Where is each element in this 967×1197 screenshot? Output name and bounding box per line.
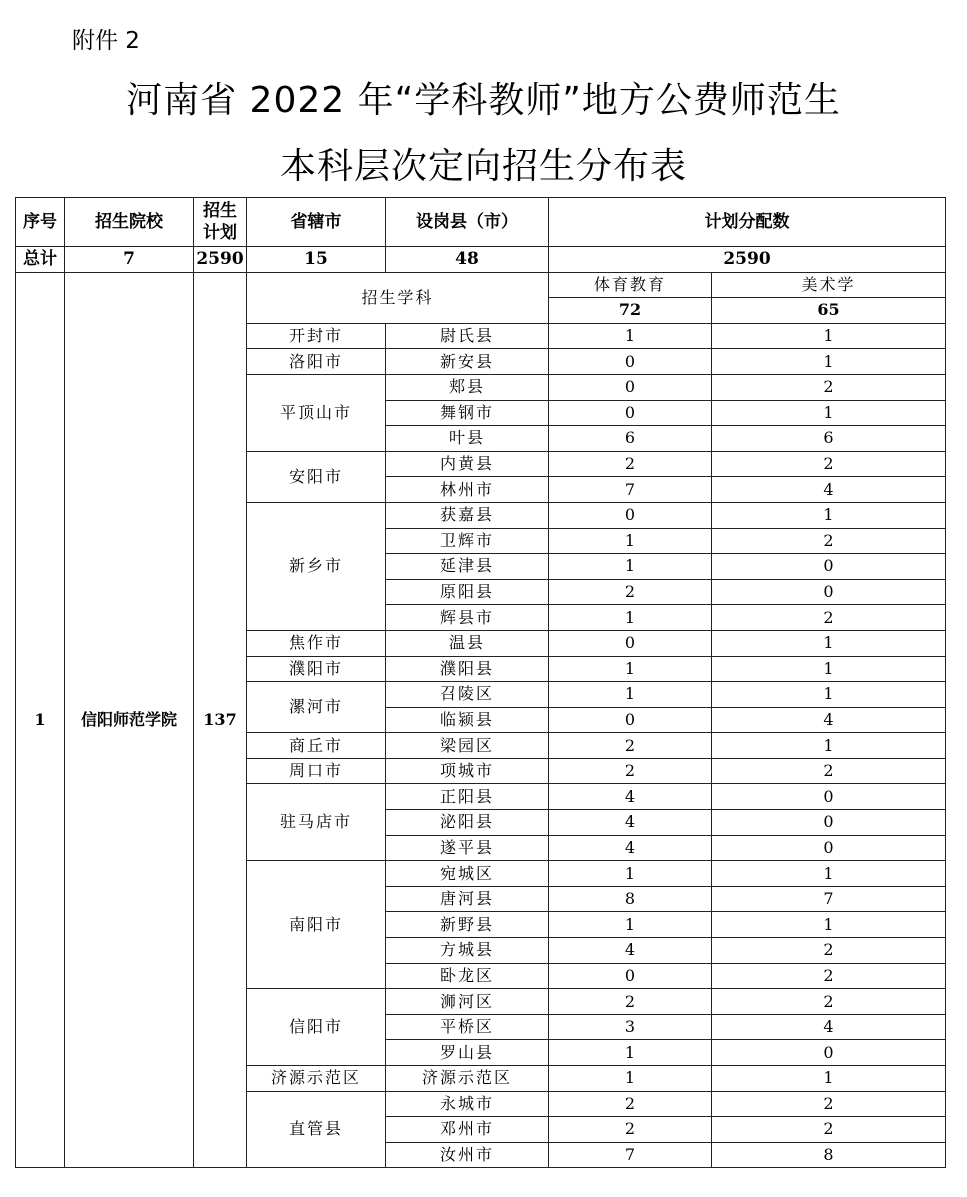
county-cell: 济源示范区 [386, 1066, 549, 1092]
art-count: 4 [712, 477, 946, 503]
city-cell: 濮阳市 [247, 656, 386, 682]
city-cell: 驻马店市 [247, 784, 386, 861]
art-count: 2 [712, 374, 946, 400]
art-count: 0 [712, 554, 946, 580]
pe-count: 0 [549, 374, 712, 400]
pe-count: 4 [549, 835, 712, 861]
city-cell: 漯河市 [247, 682, 386, 733]
art-count: 1 [712, 1066, 946, 1092]
totals-schools: 7 [65, 247, 194, 273]
totals-cities: 15 [247, 247, 386, 273]
art-count: 1 [712, 349, 946, 375]
totals-label: 总计 [16, 247, 65, 273]
pe-count: 0 [549, 707, 712, 733]
art-count: 2 [712, 963, 946, 989]
pe-count: 2 [549, 733, 712, 759]
school-plan: 137 [194, 272, 247, 1168]
county-cell: 梁园区 [386, 733, 549, 759]
header-plan: 招生 计划 [194, 198, 247, 247]
pe-count: 6 [549, 426, 712, 452]
county-cell: 罗山县 [386, 1040, 549, 1066]
county-cell: 叶县 [386, 426, 549, 452]
subject-art-total: 65 [712, 298, 946, 324]
art-count: 1 [712, 400, 946, 426]
county-cell: 新野县 [386, 912, 549, 938]
county-cell: 郏县 [386, 374, 549, 400]
pe-count: 8 [549, 886, 712, 912]
art-count: 0 [712, 1040, 946, 1066]
county-cell: 邓州市 [386, 1117, 549, 1143]
art-count: 6 [712, 426, 946, 452]
county-cell: 内黄县 [386, 451, 549, 477]
city-cell: 新乡市 [247, 502, 386, 630]
pe-count: 2 [549, 1091, 712, 1117]
county-cell: 项城市 [386, 758, 549, 784]
pe-count: 2 [549, 579, 712, 605]
pe-count: 1 [549, 861, 712, 887]
pe-count: 2 [549, 451, 712, 477]
county-cell: 泌阳县 [386, 810, 549, 836]
city-cell: 平顶山市 [247, 374, 386, 451]
pe-count: 0 [549, 400, 712, 426]
county-cell: 汝州市 [386, 1142, 549, 1168]
subject-row [16, 272, 946, 298]
art-count: 7 [712, 886, 946, 912]
pe-count: 1 [549, 323, 712, 349]
pe-count: 1 [549, 528, 712, 554]
document-title-line1: 河南省 2022 年“学科教师”地方公费师范生 [126, 80, 841, 121]
art-count: 0 [712, 810, 946, 836]
pe-count: 4 [549, 938, 712, 964]
county-cell: 辉县市 [386, 605, 549, 631]
art-count: 0 [712, 784, 946, 810]
pe-count: 0 [549, 963, 712, 989]
totals-counties: 48 [386, 247, 549, 273]
city-cell: 周口市 [247, 758, 386, 784]
art-count: 1 [712, 630, 946, 656]
art-count: 2 [712, 1091, 946, 1117]
county-cell: 林州市 [386, 477, 549, 503]
county-cell: 唐河县 [386, 886, 549, 912]
subject-art-name: 美术学 [712, 272, 946, 298]
pe-count: 1 [549, 912, 712, 938]
art-count: 1 [712, 733, 946, 759]
county-cell: 遂平县 [386, 835, 549, 861]
county-cell: 新安县 [386, 349, 549, 375]
art-count: 2 [712, 605, 946, 631]
pe-count: 0 [549, 349, 712, 375]
county-cell: 正阳县 [386, 784, 549, 810]
county-cell: 舞钢市 [386, 400, 549, 426]
city-cell: 济源示范区 [247, 1066, 386, 1092]
header-seq: 序号 [16, 198, 65, 247]
school-seq: 1 [16, 272, 65, 1168]
county-cell: 卫辉市 [386, 528, 549, 554]
pe-count: 1 [549, 682, 712, 708]
pe-count: 7 [549, 477, 712, 503]
art-count: 2 [712, 528, 946, 554]
school-name: 信阳师范学院 [65, 272, 194, 1168]
county-cell: 获嘉县 [386, 502, 549, 528]
header-county: 设岗县（市） [386, 198, 549, 247]
art-count: 0 [712, 835, 946, 861]
pe-count: 4 [549, 784, 712, 810]
art-count: 2 [712, 758, 946, 784]
pe-count: 1 [549, 1040, 712, 1066]
art-count: 2 [712, 938, 946, 964]
totals-plan: 2590 [194, 247, 247, 273]
county-cell: 温县 [386, 630, 549, 656]
totals-row [16, 247, 946, 273]
county-cell: 临颍县 [386, 707, 549, 733]
art-count: 1 [712, 656, 946, 682]
county-cell: 宛城区 [386, 861, 549, 887]
header-school: 招生院校 [65, 198, 194, 247]
header-row [16, 198, 946, 247]
art-count: 1 [712, 323, 946, 349]
pe-count: 1 [549, 656, 712, 682]
attachment-label: 附件 2 [72, 28, 140, 54]
pe-count: 2 [549, 758, 712, 784]
city-cell: 直管县 [247, 1091, 386, 1168]
county-cell: 方城县 [386, 938, 549, 964]
county-cell: 永城市 [386, 1091, 549, 1117]
county-cell: 浉河区 [386, 989, 549, 1015]
pe-count: 0 [549, 630, 712, 656]
art-count: 8 [712, 1142, 946, 1168]
art-count: 0 [712, 579, 946, 605]
header-city: 省辖市 [247, 198, 386, 247]
art-count: 4 [712, 1014, 946, 1040]
subject-pe-total: 72 [549, 298, 712, 324]
art-count: 4 [712, 707, 946, 733]
art-count: 1 [712, 861, 946, 887]
art-count: 1 [712, 682, 946, 708]
document-title-line2: 本科层次定向招生分布表 [279, 146, 687, 187]
county-cell: 延津县 [386, 554, 549, 580]
city-cell: 洛阳市 [247, 349, 386, 375]
county-cell: 尉氏县 [386, 323, 549, 349]
subject-label: 招生学科 [247, 272, 549, 323]
pe-count: 1 [549, 605, 712, 631]
pe-count: 4 [549, 810, 712, 836]
city-cell: 南阳市 [247, 861, 386, 989]
pe-count: 7 [549, 1142, 712, 1168]
city-cell: 安阳市 [247, 451, 386, 502]
county-cell: 卧龙区 [386, 963, 549, 989]
county-cell: 平桥区 [386, 1014, 549, 1040]
city-cell: 焦作市 [247, 630, 386, 656]
art-count: 1 [712, 912, 946, 938]
county-cell: 原阳县 [386, 579, 549, 605]
county-cell: 召陵区 [386, 682, 549, 708]
city-cell: 商丘市 [247, 733, 386, 759]
totals-allocation: 2590 [549, 247, 946, 273]
pe-count: 3 [549, 1014, 712, 1040]
pe-count: 2 [549, 1117, 712, 1143]
pe-count: 0 [549, 502, 712, 528]
art-count: 1 [712, 502, 946, 528]
pe-count: 2 [549, 989, 712, 1015]
pe-count: 1 [549, 554, 712, 580]
art-count: 2 [712, 989, 946, 1015]
county-cell: 濮阳县 [386, 656, 549, 682]
city-cell: 信阳市 [247, 989, 386, 1066]
art-count: 2 [712, 1117, 946, 1143]
subject-pe-name: 体育教育 [549, 272, 712, 298]
city-cell: 开封市 [247, 323, 386, 349]
art-count: 2 [712, 451, 946, 477]
distribution-table [15, 197, 946, 1168]
pe-count: 1 [549, 1066, 712, 1092]
header-allocation: 计划分配数 [549, 198, 946, 247]
